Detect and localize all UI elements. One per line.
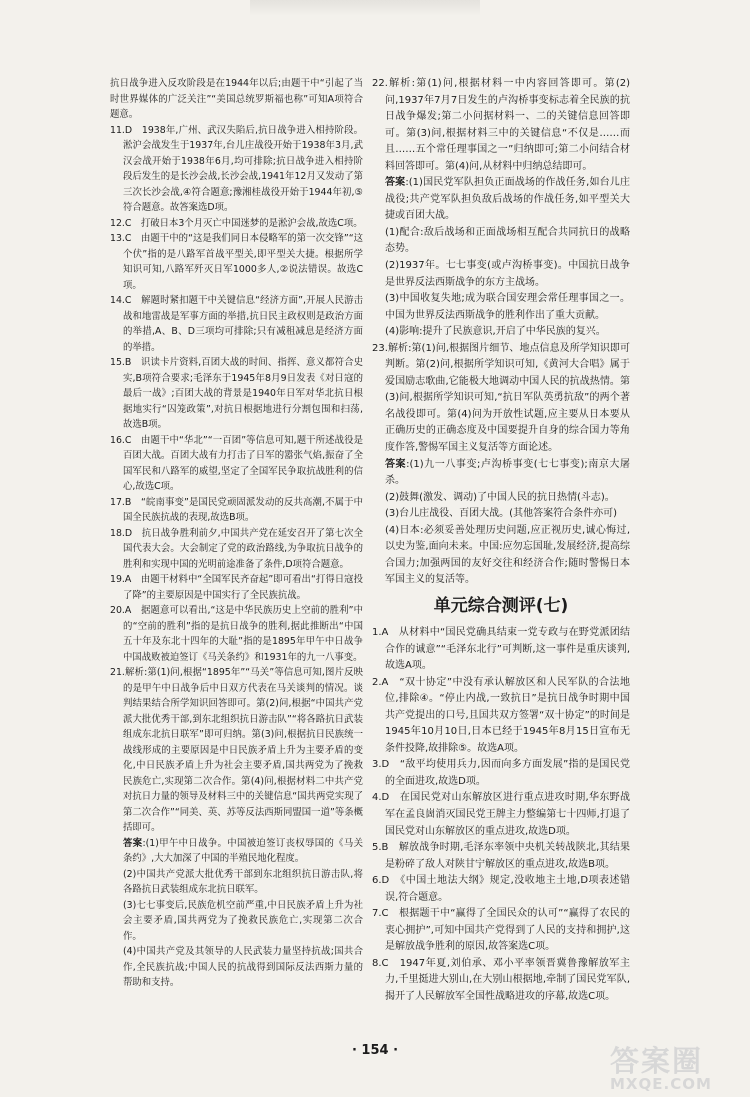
answer-key [372,175,630,225]
answer-item: 12.C 打破日本3个月灭亡中国迷梦的是淞沪会战,故选C项。 [110,217,363,229]
answer-text: (4)中国共产党及其领导的人民武装力量坚持抗战;国共合作,全民族抗战;中国人民的抗战得到国际反法西斯力量的帮助和支持。 [123,946,363,988]
answer-item: 18.D 抗日战争胜利前夕,中国共产党在延安召开了第七次全国代表大会。大会制定了党的政治路线,为争取抗日战争的胜利和实现中国的光明前途准备了条件,D项符合题意。 [110,527,363,570]
answer-label: 答案 [385,458,407,470]
answer-item: 8.C 1947年夏,刘伯承、邓小平率领晋冀鲁豫解放军主力,千里挺进大别山,在大别山根据地,牵制了国民党军队,揭开了人民解放军全国性战略进攻的序幕,故选C项。 [372,957,630,1002]
answer-item: 22.解析:第(1)问,根据材料一中内容回答即可。第(2)问,1937年7月7日发生的卢沟桥事变标志着全民族的抗日战争爆发;第二小问据材料一、二的关键信息回答即可。第(3)问,根据材料三中的关键信息“不仅是……而且……五个常任理事国之一”归纳即可;第二小问结合材料回答即可。第(4)问,从材料中归纳总结即可。 [372,78,630,172]
answer-item: 5.B 解放战争时期,毛泽东率领中央机关转战陕北,其结果是粉碎了敌人对陕甘宁解放区的重点进攻,故选B项。 [372,842,630,870]
answer-label: 答案 [123,837,143,849]
answer-item: 4.D 在国民党对山东解放区进行重点进攻时期,华东野战军在孟良崮消灭国民党王牌主力整编第七十四师,打退了国民党对山东解放区的重点进攻,故选D项。 [372,792,630,837]
right-column [372,76,630,1006]
section-title: 单元综合测评(七) [433,595,569,616]
answer-text: (2)中国共产党派大批优秀干部到东北组织抗日游击队,将各路抗日武装组成东北抗日联军。 [123,868,363,895]
answer-item: 2.A “双十协定”中没有承认解放区和人民军队的合法地位,排除④。“停止内战,一致抗日”是抗日战争时期中国共产党提出的口号,且国共双方签署“双十协定”的时间是1945年10月10日,日本已经于1945年8月15日宣布无条件投降,故排除⑤。故选A项。 [372,676,630,754]
answer-item: 6.D 《中国土地法大纲》规定,没收地主土地,D项表述错误,符合题意。 [372,875,630,903]
answer-text: (3)中国收复失地;成为联合国安理会常任理事国之一。中国为世界反法西斯战争的胜利作出了重大贡献。 [385,293,630,321]
page-number: · 154 · [351,1043,399,1058]
answer-text: :(1)九一八事变;卢沟桥事变(七七事变);南京大屠杀。 [385,458,630,487]
answer-item: 抗日战争进入反攻阶段是在1944年以后;由题干中“引起了当时世界媒体的广泛关注”“美国总统罗斯福也称”可知A项符合题意。 [110,78,363,120]
answer-item: 16.C 由题干中“华北”“一百团”等信息可知,题干所述战役是百团大战。百团大战有力打击了日军的嚣张气焰,振奋了全国军民和八路军的威望,坚定了全国军民争取抗战胜利的信心,故选C项。 [110,434,363,492]
left-column [110,76,363,991]
scan-edge-shadow [250,0,480,16]
answer-text: (4)日本:必须妥善处理历史问题,应正视历史,诚心悔过,以史为鉴,面向未来。中国:应勿忘国耻,发展经济,提高综合国力;加强两国的友好交往和经济合作;随时警惕日本军国主义的复活等。 [385,524,630,586]
answer-text: :(1)国民党军队担负正面战场的作战任务,如台儿庄战役;共产党军队担负敌后战场的作战任务,如平型关大捷或百团大战。 [385,177,630,222]
answer-item: 1.A 从材料中“国民党确具结束一党专政与在野党派团结合作的诚意”“毛泽东北行”可判断,这一事件是重庆谈判,故选A项。 [372,626,630,672]
answer-text: (1)配合:敌后战场和正面战场相互配合共同抗日的战略态势。 [385,226,630,255]
answer-item: 20.A 据题意可以看出,“这是中华民族历史上空前的胜利”中的“空前的胜利”指的是抗日战争的胜利,据此推断出“中国五十年及东北十四年的大耻”指的是1895年甲午中日战争中国战败被迫签订《马关条约》和1931年的九一八事变。 [110,605,363,663]
answer-item: 21.解析:第(1)问,根据“1895年”“马关”等信息可知,图片反映的是甲午中日战争后中日双方代表在马关谈判的情况。谈判结果结合所学知识回答即可。第(2)问,根据“中国共产党派大批优秀干部,到东北组织抗日游击队”“将各路抗日武装组成东北抗日联军”即可归纳。第(3)问,根据抗日民族统一战线形成的主要原因是中日民族矛盾上升为主要矛盾的变化,中日民族矛盾上升为社会主要矛盾,国共两党为了挽救民族危亡,实现第二次合作。第(4)问,根据材料二中共产党对抗日力量的领导及材料三中的关键信息“国共两党实现了第二次合作”“同美、英、苏等反法西斯同盟国一道”等条概括即可。 [110,667,363,833]
answer-item: 23.解析:第(1)问,根据图片细节、地点信息及所学知识即可判断。第(2)问,根据所学知识可知,《黄河大合唱》属于爱国励志歌曲,它能极大地调动中国人民的抗战热情。第(3)问,根据所学知识可知,“抗日军队英勇抗敌”的两个著名战役即可。第(4)问为开放性试题,应主要从日本要从正确历史的正确态度及中国要提升自身的综合国力等角度作答,警惕军国主义复活等方面论述。 [372,342,630,454]
answer-item: 13.C 由题干中的“这是我们同日本侵略军的第一次交锋”“这个伏”指的是八路军首战平型关,即平型关大捷。根据所学知识可知,八路军歼灭日军1000多人,②说法错误。故选C项。 [110,233,363,291]
answer-key [110,836,363,867]
answer-item: 11.D 1938年,广州、武汉失陷后,抗日战争进入相持阶段。淞沪会战发生于1937年,台儿庄战役开始于1938年3月,武汉会战开始于1938年6月,均可排除;抗日战争进入相持阶段后发生的是长沙会战,长沙会战,1941年12月又发动了第三次长沙会战,④符合题意;豫湘桂战役开始于1944年初,⑤符合题意。故答案选D项。 [110,124,363,213]
watermark-logo-text: 答案圈 [610,1044,704,1078]
answer-item: 15.B 识读卡片资料,百团大战的时间、指挥、意义都符合史实,B项符合要求;毛泽东于1945年8月9日发表《对日寇的最后一战》;百团大战的背景是1940年日军对华北抗日根据地实行“囚笼政策”,对抗日根据地进行分割包围和扫荡,故选B项。 [110,357,363,430]
watermark-logo [610,1046,736,1092]
answer-text: (4)影响:提升了民族意识,开启了中华民族的复兴。 [385,326,606,338]
answer-text: (2)鼓舞(激发、调动)了中国人民的抗日热情(斗志)。 [385,491,615,503]
watermark-url: MXQE.COM [610,1075,712,1093]
answer-label: 答案 [385,177,406,189]
answer-item: 3.D “敌平均使用兵力,因而向多方面发展”指的是国民党的全面进攻,故选D项。 [372,759,630,787]
answer-text: (3)七七事变后,民族危机空前严重,中日民族矛盾上升为社会主要矛盾,国共两党为了挽救民族危亡,实现第二次合作。 [123,899,363,942]
answer-item: 14.C 解题时紧扣题干中关键信息“经济方面”,开展人民游击战和地雷战是军事方面的举措,抗日民主政权则是政治方面的举措,A、B、D三项均可排除;只有减租减息是经济方面的举措。 [110,295,363,353]
answer-text: :(1)甲午中日战争。中国被迫签订丧权辱国的《马关条约》,大大加深了中国的半殖民地化程度。 [123,837,363,864]
answer-key [372,457,630,490]
answer-item: 17.B “皖南事变”是国民党顽固派发动的反共高潮,不属于中国全民族抗战的表现,故选B项。 [110,496,363,523]
answer-text: (2)1937年。七七事变(或卢沟桥事变)。中国抗日战争是世界反法西斯战争的东方主战场。 [385,260,630,288]
answer-item: 7.C 根据题干中“赢得了全国民众的认可”“赢得了农民的衷心拥护”,可知中国共产党得到了人民的支持和拥护,这是解放战争胜利的原因,故答案选C项。 [372,908,630,953]
answer-text: (3)台儿庄战役、百团大战。(其他答案符合条件亦可) [385,508,617,520]
answer-item: 19.A 由题干材料中“全国军民齐奋起”即可看出“打得日寇投了降”的主要原因是中国实行了全民族抗战。 [110,574,363,601]
